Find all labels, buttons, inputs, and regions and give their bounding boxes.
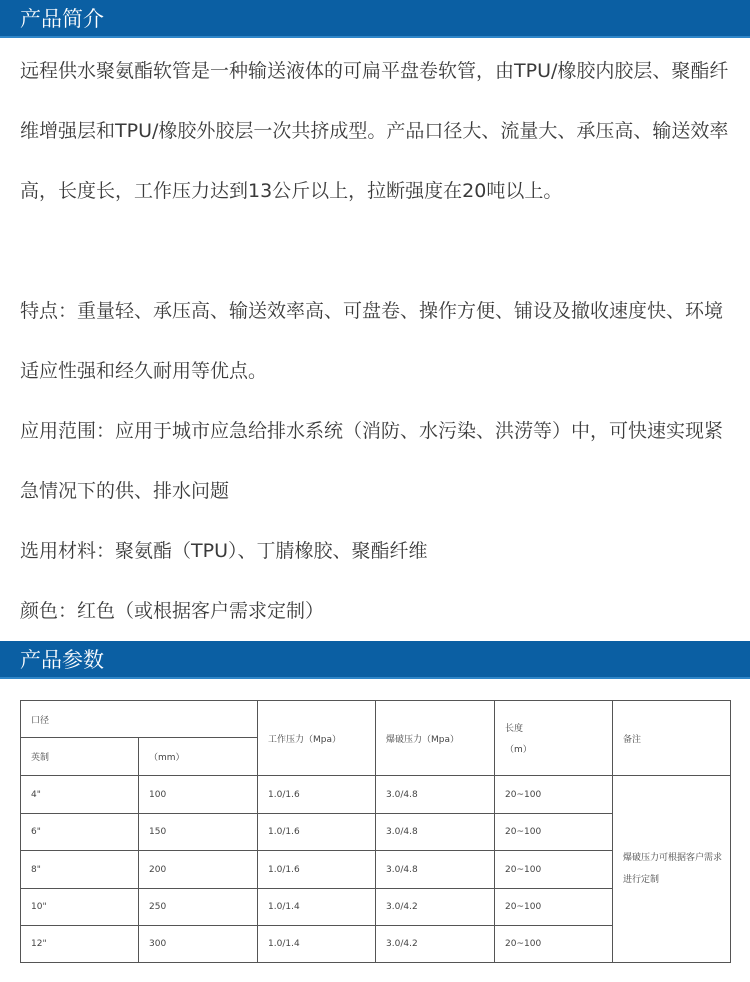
intro-title: 产品简介 [20, 7, 104, 31]
cell-remark: 爆破压力可根据客户需求进行定制 [613, 776, 731, 963]
cell-working-pressure: 1.0/1.4 [258, 889, 376, 926]
header-length-unit: （m） [505, 745, 532, 755]
intro-paragraph-materials: 选用材料：聚氨酯（TPU）、丁腈橡胶、聚酯纤维 [20, 540, 428, 562]
cell-length: 20~100 [495, 851, 613, 889]
cell-working-pressure: 1.0/1.6 [258, 776, 376, 814]
cell-working-pressure: 1.0/1.6 [258, 814, 376, 851]
cell-burst-pressure: 3.0/4.8 [376, 851, 495, 889]
cell-mm: 100 [139, 776, 258, 814]
cell-inch: 10" [21, 889, 139, 926]
header-caliber: 口径 [21, 701, 258, 738]
cell-mm: 250 [139, 889, 258, 926]
table-header-row [21, 701, 731, 738]
cell-working-pressure: 1.0/1.6 [258, 851, 376, 889]
params-section-header [0, 641, 750, 679]
cell-length: 20~100 [495, 889, 613, 926]
cell-burst-pressure: 3.0/4.8 [376, 814, 495, 851]
header-length-label: 长度 [505, 724, 524, 734]
cell-inch: 6" [21, 814, 139, 851]
cell-inch: 12" [21, 926, 139, 963]
cell-inch: 8" [21, 851, 139, 889]
header-remark: 备注 [613, 701, 731, 776]
table-row [21, 776, 731, 814]
intro-paragraph-description: 远程供水聚氨酯软管是一种输送液体的可扁平盘卷软管，由TPU/橡胶内胶层、聚酯纤维增强层和TPU/橡胶外胶层一次共挤成型。产品口径大、流量大、承压高、输送效率高，长度长，工作压力达到13公斤以上，拉断强度在20吨以上。 [20, 60, 729, 202]
cell-mm: 300 [139, 926, 258, 963]
header-mm: （mm） [139, 738, 258, 776]
intro-paragraph-applications: 应用范围：应用于城市应急给排水系统（消防、水污染、洪涝等）中，可快速实现紧急情况下的供、排水问题 [20, 420, 724, 502]
params-title: 产品参数 [20, 648, 104, 672]
cell-length: 20~100 [495, 926, 613, 963]
cell-working-pressure: 1.0/1.4 [258, 926, 376, 963]
cell-length: 20~100 [495, 776, 613, 814]
intro-paragraph-features: 特点：重量轻、承压高、输送效率高、可盘卷、操作方便、铺设及撤收速度快、环境适应性强和经久耐用等优点。 [20, 300, 724, 382]
cell-length: 20~100 [495, 814, 613, 851]
header-inch: 英制 [21, 738, 139, 776]
header-working-pressure: 工作压力（Mpa） [258, 701, 376, 776]
cell-burst-pressure: 3.0/4.2 [376, 926, 495, 963]
cell-mm: 200 [139, 851, 258, 889]
intro-paragraph-color: 颜色：红色（或根据客户需求定制） [20, 600, 325, 622]
params-table [20, 700, 731, 963]
cell-burst-pressure: 3.0/4.2 [376, 889, 495, 926]
cell-mm: 150 [139, 814, 258, 851]
header-burst-pressure: 爆破压力（Mpa） [376, 701, 495, 776]
cell-burst-pressure: 3.0/4.8 [376, 776, 495, 814]
intro-section-header [0, 0, 750, 38]
cell-inch: 4" [21, 776, 139, 814]
header-length [495, 701, 613, 776]
